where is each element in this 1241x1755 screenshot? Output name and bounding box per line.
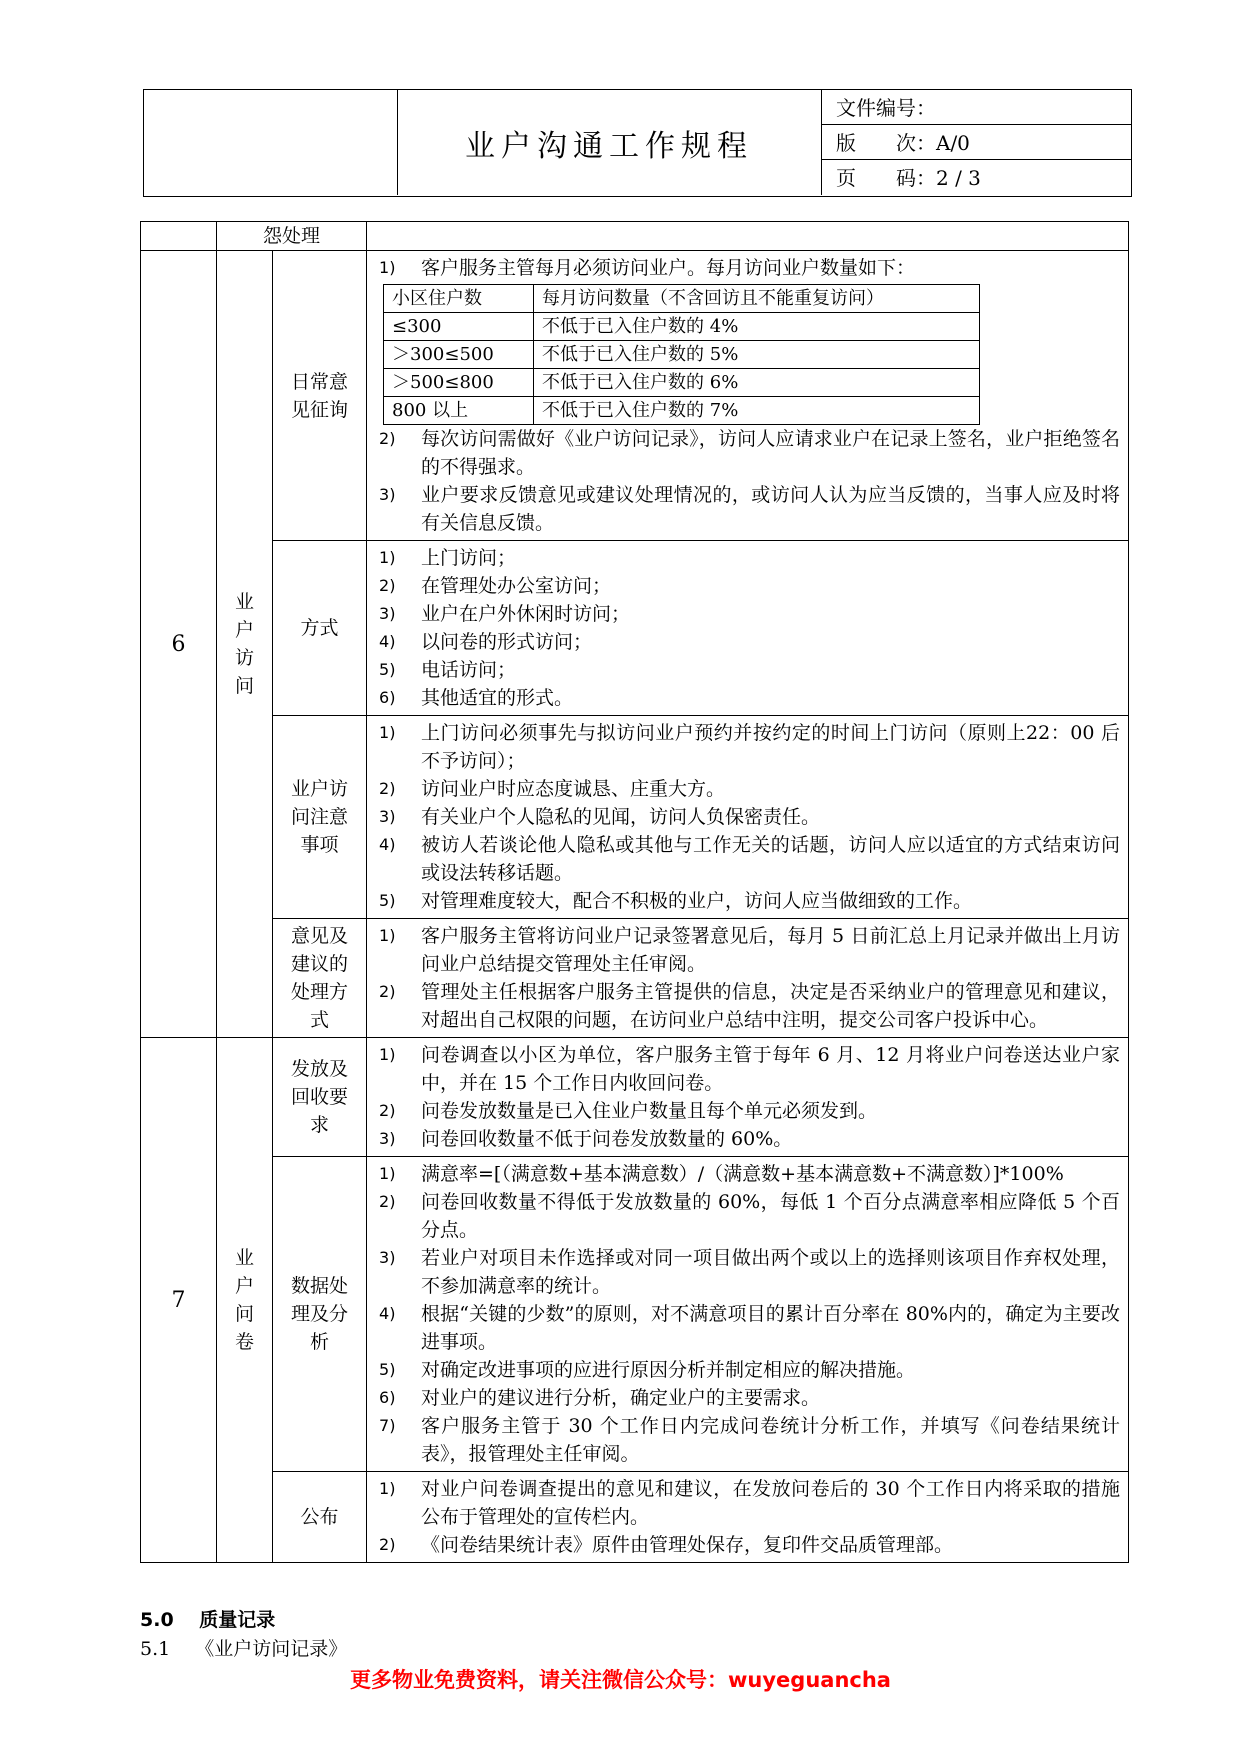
table-row: ＞500≤800 不低于已入住户数的 6% <box>384 369 980 397</box>
continuation-row <box>141 222 1129 251</box>
list-item: 3) 业户要求反馈意见或建议处理情况的，或访问人认为应当反馈的，当事人应及时将有关信息反馈。 <box>379 484 1121 534</box>
section7-category <box>217 1038 273 1563</box>
visit-table-header: 小区住户数 每月访问数量（不含回访且不能重复访问） <box>384 285 980 313</box>
distribution-content <box>367 1038 1129 1157</box>
method-content <box>367 541 1129 716</box>
doc-version: 版 次：A/0 <box>822 125 1131 160</box>
section7-number: 7 <box>141 1038 217 1563</box>
logo-cell <box>144 90 398 195</box>
list-item: 1) 上门访问； <box>379 547 517 569</box>
section6-number: 6 <box>141 251 217 1038</box>
notes-label <box>273 716 367 919</box>
list-item: 2) 问卷回收数量不得低于发放数量的 60%，每低 1 个百分点满意率相应降低 5 个百分点。 <box>379 1191 1121 1241</box>
publish-label: 公布 <box>273 1472 367 1563</box>
section7-distribution-row <box>141 1038 1129 1157</box>
list-item: 6) 其他适宜的形式。 <box>379 687 574 709</box>
daily-label <box>273 251 367 541</box>
handling-label <box>273 919 367 1038</box>
analysis-content <box>367 1157 1129 1472</box>
list-item: 5) 对确定改进事项的应进行原因分析并制定相应的解决措施。 <box>379 1359 916 1381</box>
list-item: 1) 满意率=[（满意数+基本满意数）/（满意数+基本满意数+不满意数）]*100% <box>379 1163 1064 1185</box>
section6-handling-row <box>141 919 1129 1038</box>
analysis-label <box>273 1157 367 1472</box>
list-item: 1) 上门访问必须事先与拟访问业户预约并按约定的时间上门访问（原则上22：00 后不予访问）； <box>379 722 1121 772</box>
document-meta <box>822 90 1131 195</box>
list-item: 4) 被访人若谈论他人隐私或其他与工作无关的话题，访问人应以适宜的方式结束访问或设法转移话题。 <box>379 834 1121 884</box>
distribution-label-text: 发放及回收要求 <box>291 1058 349 1136</box>
list-item: 2) 问卷发放数量是已入住业户数量且每个单元必须发到。 <box>379 1100 878 1122</box>
notes-label-text: 业户访问注意事项 <box>291 778 349 856</box>
list-item: 1) 对业户问卷调查提出的意见和建议，在发放问卷后的 30 个工作日内将采取的措施公布于管理处的宣传栏内。 <box>379 1478 1121 1528</box>
section-heading-quality-records: 5.0 质量记录 <box>140 1609 276 1631</box>
procedure-table <box>140 221 1129 1563</box>
section7-analysis-row <box>141 1157 1129 1472</box>
visit-count-table <box>383 284 980 425</box>
daily-label-text: 日常意见征询 <box>291 370 349 421</box>
list-item: 6) 对业户的建议进行分析，确定业户的主要需求。 <box>379 1387 821 1409</box>
list-item: 2) 每次访问需做好《业户访问记录》，访问人应请求业户在记录上签名，业户拒绝签名的不得强求。 <box>379 428 1121 478</box>
table-row: ≤300 不低于已入住户数的 4% <box>384 313 980 341</box>
document-header <box>143 89 1132 197</box>
record-item-5-1: 5.1 《业户访问记录》 <box>140 1638 348 1660</box>
section6-category-text: 业户访问 <box>234 591 254 697</box>
list-item: 3) 若业户对项目未作选择或对同一项目做出两个或以上的选择则该项目作弃权处理，不参加满意率的统计。 <box>379 1247 1121 1297</box>
handling-content <box>367 919 1129 1038</box>
doc-page: 页 码：2 / 3 <box>836 166 981 190</box>
analysis-label-text: 数据处理及分析 <box>291 1275 349 1353</box>
list-item: 2) 《问卷结果统计表》原件由管理处保存，复印件交品质管理部。 <box>379 1534 954 1556</box>
section7-publish-row <box>141 1472 1129 1563</box>
list-item: 5) 电话访问； <box>379 659 517 681</box>
continuation-label: 怨处理 <box>217 222 367 251</box>
table-row: 800 以上 不低于已入住户数的 7% <box>384 397 980 425</box>
handling-label-text: 意见及建议的处理方式 <box>291 925 349 1031</box>
list-item: 4) 以问卷的形式访问； <box>379 631 593 653</box>
section6-method-row <box>141 541 1129 716</box>
list-item: 1) 问卷调查以小区为单位，客户服务主管于每年 6 月、12 月将业户问卷送达业户家中，并在 15 个工作日内收回问卷。 <box>379 1044 1121 1094</box>
list-item: 1) 客户服务主管将访问业户记录签署意见后，每月 5 日前汇总上月记录并做出上月访问业户总结提交管理处主任审阅。 <box>379 925 1121 975</box>
list-item: 3) 有关业户个人隐私的见闻，访问人负保密责任。 <box>379 806 821 828</box>
promo-banner: 更多物业免费资料，请关注微信公众号：wuyeguancha <box>350 1668 891 1692</box>
document-title: 业户沟通工作规程 <box>397 90 822 195</box>
section6-notes-row <box>141 716 1129 919</box>
list-item: 3) 业户在户外休闲时访问； <box>379 603 631 625</box>
table-row: ＞300≤500 不低于已入住户数的 5% <box>384 341 980 369</box>
list-item: 5) 对管理难度较大，配合不积极的业户，访问人应当做细致的工作。 <box>379 890 973 912</box>
list-item: 3) 问卷回收数量不低于问卷发放数量的 60%。 <box>379 1128 793 1150</box>
list-item: 7) 客户服务主管于 30 个工作日内完成问卷统计分析工作，并填写《问卷结果统计表》，报管理处主任审阅。 <box>379 1415 1121 1465</box>
publish-content <box>367 1472 1129 1563</box>
distribution-label <box>273 1038 367 1157</box>
list-item: 1) 客户服务主管每月必须访问业户。每月访问业户数量如下： <box>379 257 916 279</box>
list-item: 4) 根据“关键的少数”的原则，对不满意项目的累计百分率在 80%内的，确定为主要改进事项。 <box>379 1303 1121 1353</box>
doc-number: 文件编号： <box>822 90 1131 125</box>
method-label: 方式 <box>273 541 367 716</box>
daily-content <box>367 251 1129 541</box>
list-item: 2) 管理处主任根据客户服务主管提供的信息，决定是否采纳业户的管理意见和建议，对超出自己权限的问题，在访问业户总结中注明，提交公司客户投诉中心。 <box>379 981 1121 1031</box>
list-item: 2) 访问业户时应态度诚恳、庄重大方。 <box>379 778 726 800</box>
section7-category-text: 业户问卷 <box>234 1247 254 1353</box>
section6-daily-row <box>141 251 1129 541</box>
list-item: 2) 在管理处办公室访问； <box>379 575 612 597</box>
section6-category <box>217 251 273 1038</box>
notes-content <box>367 716 1129 919</box>
